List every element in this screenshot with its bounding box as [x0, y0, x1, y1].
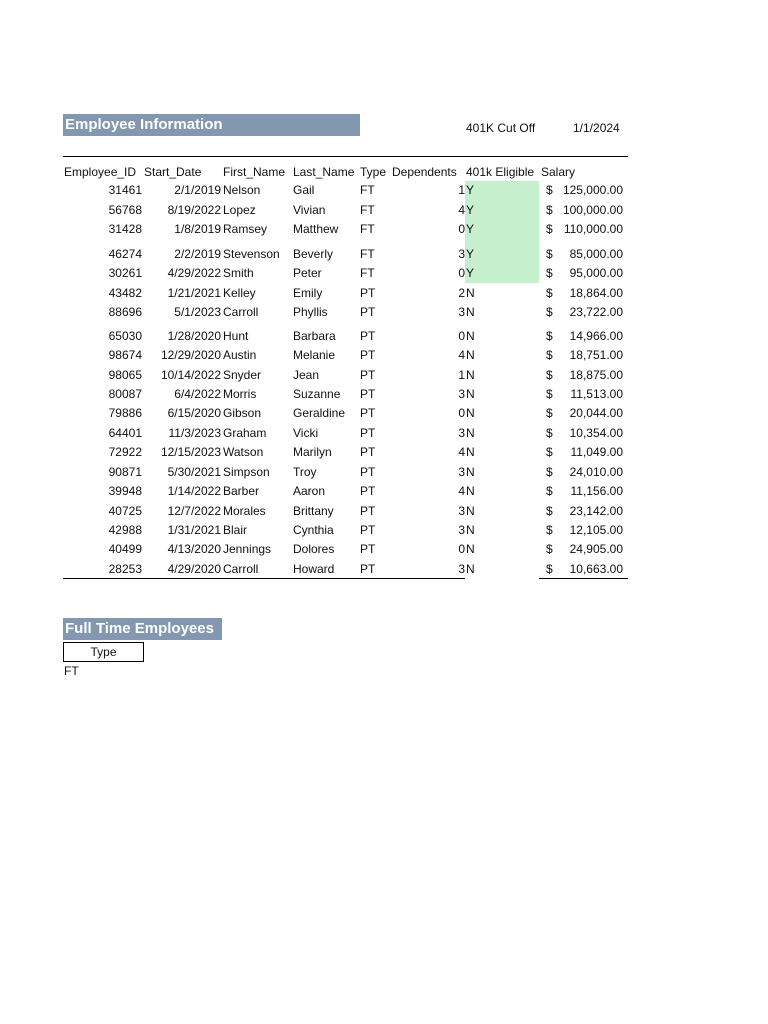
header-employee-id[interactable]: Employee_ID	[64, 165, 137, 179]
eligible-cell[interactable]: Y	[466, 222, 475, 236]
start-date-cell[interactable]: 4/29/2022	[167, 266, 221, 280]
currency-symbol: $	[546, 562, 553, 576]
currency-symbol: $	[546, 183, 553, 197]
start-date-cell[interactable]: 1/14/2022	[167, 484, 221, 498]
salary-cell[interactable]: 95,000.00	[569, 266, 623, 280]
start-date-cell[interactable]: 1/31/2021	[167, 523, 221, 537]
eligible-cell[interactable]: Y	[466, 203, 475, 217]
start-date-cell[interactable]: 4/29/2020	[167, 562, 221, 576]
bottom-border-left	[63, 578, 465, 579]
currency-symbol: $	[546, 426, 553, 440]
criteria-type-header[interactable]: Type	[63, 642, 144, 662]
salary-cell[interactable]: 11,513.00	[570, 387, 623, 401]
employee-id-cell[interactable]: 40725	[108, 504, 142, 518]
type-cell[interactable]: FT	[360, 203, 375, 217]
first-name-cell[interactable]: Gibson	[223, 406, 262, 420]
eligible-cell[interactable]: N	[466, 523, 475, 537]
dependents-cell[interactable]: 0	[458, 542, 465, 556]
last-name-cell[interactable]: Matthew	[293, 222, 339, 236]
currency-symbol: $	[546, 504, 553, 518]
dependents-cell[interactable]: 3	[458, 426, 465, 440]
eligible-cell[interactable]: N	[466, 368, 475, 382]
employee-id-cell[interactable]: 40499	[108, 542, 142, 556]
last-name-cell[interactable]: Gail	[293, 183, 315, 197]
employee-id-cell[interactable]: 72922	[108, 445, 142, 459]
type-cell[interactable]: PT	[360, 305, 376, 319]
type-cell[interactable]: FT	[360, 222, 375, 236]
header-type[interactable]: Type	[360, 165, 387, 179]
first-name-cell[interactable]: Graham	[223, 426, 267, 440]
eligible-cell[interactable]: N	[466, 387, 475, 401]
start-date-cell[interactable]: 12/15/2023	[160, 445, 221, 459]
eligible-cell[interactable]: N	[466, 286, 475, 300]
last-name-cell[interactable]: Troy	[293, 465, 317, 479]
type-cell[interactable]: FT	[360, 183, 375, 197]
last-name-cell[interactable]: Vicki	[293, 426, 319, 440]
dependents-cell[interactable]: 3	[458, 523, 465, 537]
last-name-cell[interactable]: Emily	[293, 286, 323, 300]
start-date-cell[interactable]: 1/8/2019	[174, 222, 221, 236]
currency-symbol: $	[546, 348, 553, 362]
type-cell[interactable]: PT	[360, 523, 376, 537]
eligible-cell[interactable]: N	[466, 465, 475, 479]
first-name-cell[interactable]: Morris	[223, 387, 257, 401]
first-name-cell[interactable]: Kelley	[223, 286, 256, 300]
currency-symbol: $	[546, 523, 553, 537]
first-name-cell[interactable]: Hunt	[223, 329, 249, 343]
last-name-cell[interactable]: Suzanne	[293, 387, 341, 401]
salary-cell[interactable]: 18,864.00	[569, 286, 623, 300]
salary-cell[interactable]: 23,722.00	[569, 305, 623, 319]
eligible-cell[interactable]: N	[466, 504, 475, 518]
header-dependents[interactable]: Dependents	[392, 165, 457, 179]
first-name-cell[interactable]: Snyder	[223, 368, 262, 382]
employee-id-cell[interactable]: 39948	[108, 484, 142, 498]
last-name-cell[interactable]: Barbara	[293, 329, 336, 343]
first-name-cell[interactable]: Carroll	[223, 562, 259, 576]
dependents-cell[interactable]: 3	[458, 562, 465, 576]
salary-cell[interactable]: 11,049.00	[570, 445, 623, 459]
type-cell[interactable]: PT	[360, 465, 376, 479]
first-name-cell[interactable]: Watson	[223, 445, 264, 459]
salary-cell[interactable]: 10,354.00	[569, 426, 623, 440]
salary-cell[interactable]: 24,010.00	[569, 465, 623, 479]
first-name-cell[interactable]: Stevenson	[223, 247, 280, 261]
salary-cell[interactable]: 125,000.00	[562, 183, 623, 197]
type-cell[interactable]: PT	[360, 504, 376, 518]
employee-id-cell[interactable]: 64401	[108, 426, 142, 440]
dependents-cell[interactable]: 3	[458, 465, 465, 479]
salary-cell[interactable]: 24,905.00	[569, 542, 623, 556]
currency-symbol: $	[546, 203, 553, 217]
cutoff-label: 401K Cut Off	[466, 121, 536, 135]
eligible-cell[interactable]: N	[466, 329, 475, 343]
last-name-cell[interactable]: Beverly	[293, 247, 334, 261]
salary-cell[interactable]: 18,875.00	[569, 368, 623, 382]
type-cell[interactable]: PT	[360, 286, 376, 300]
salary-cell[interactable]: 12,105.00	[569, 523, 623, 537]
type-cell[interactable]: PT	[360, 348, 376, 362]
eligible-cell[interactable]: N	[466, 348, 475, 362]
dependents-cell[interactable]: 0	[458, 222, 465, 236]
last-name-cell[interactable]: Cynthia	[293, 523, 334, 537]
dependents-cell[interactable]: 0	[458, 266, 465, 280]
eligible-cell[interactable]: N	[466, 445, 475, 459]
first-name-cell[interactable]: Carroll	[223, 305, 259, 319]
start-date-cell[interactable]: 1/21/2021	[167, 286, 221, 300]
eligible-cell[interactable]: N	[466, 484, 475, 498]
first-name-cell[interactable]: Ramsey	[223, 222, 268, 236]
start-date-cell[interactable]: 8/19/2022	[167, 203, 221, 217]
bottom-border-salary	[539, 578, 628, 579]
employee-id-cell[interactable]: 30261	[108, 266, 142, 280]
eligible-cell[interactable]: N	[466, 305, 475, 319]
salary-cell[interactable]: 23,142.00	[569, 504, 623, 518]
start-date-cell[interactable]: 1/28/2020	[167, 329, 221, 343]
last-name-cell[interactable]: Howard	[293, 562, 335, 576]
employee-id-cell[interactable]: 56768	[108, 203, 142, 217]
currency-symbol: $	[546, 542, 553, 556]
employee-id-cell[interactable]: 80087	[108, 387, 142, 401]
currency-symbol: $	[546, 368, 553, 382]
dependents-cell[interactable]: 3	[458, 247, 465, 261]
criteria-type-value[interactable]: FT	[64, 664, 79, 678]
header-first-name[interactable]: First_Name	[223, 165, 286, 179]
first-name-cell[interactable]: Lopez	[223, 203, 256, 217]
currency-symbol: $	[546, 286, 553, 300]
dependents-cell[interactable]: 3	[458, 305, 465, 319]
eligible-cell[interactable]: Y	[466, 266, 475, 280]
first-name-cell[interactable]: Austin	[223, 348, 257, 362]
eligible-cell[interactable]: Y	[466, 247, 475, 261]
currency-symbol: $	[546, 266, 553, 280]
employee-id-cell[interactable]: 46274	[108, 247, 142, 261]
last-name-cell[interactable]: Vivian	[293, 203, 326, 217]
salary-cell[interactable]: 85,000.00	[569, 247, 623, 261]
salary-cell[interactable]: 20,044.00	[569, 406, 623, 420]
start-date-cell[interactable]: 4/13/2020	[167, 542, 221, 556]
dependents-cell[interactable]: 0	[458, 406, 465, 420]
currency-symbol: $	[546, 222, 553, 236]
first-name-cell[interactable]: Jennings	[223, 542, 272, 556]
last-name-cell[interactable]: Dolores	[293, 542, 335, 556]
employee-id-cell[interactable]: 79886	[108, 406, 142, 420]
type-cell[interactable]: PT	[360, 406, 376, 420]
eligible-cell[interactable]: N	[466, 542, 475, 556]
employee-id-cell[interactable]: 42988	[108, 523, 142, 537]
currency-symbol: $	[546, 406, 553, 420]
last-name-cell[interactable]: Melanie	[293, 348, 336, 362]
dependents-cell[interactable]: 1	[458, 183, 465, 197]
salary-cell[interactable]: 18,751.00	[569, 348, 623, 362]
start-date-cell[interactable]: 5/30/2021	[167, 465, 221, 479]
start-date-cell[interactable]: 12/7/2022	[167, 504, 221, 518]
dependents-cell[interactable]: 4	[458, 484, 465, 498]
dependents-cell[interactable]: 2	[458, 286, 465, 300]
dependents-cell[interactable]: 4	[458, 445, 465, 459]
type-cell[interactable]: PT	[360, 562, 376, 576]
eligible-highlight	[465, 181, 539, 283]
start-date-cell[interactable]: 2/1/2019	[174, 183, 221, 197]
last-name-cell[interactable]: Aaron	[293, 484, 326, 498]
dependents-cell[interactable]: 4	[458, 348, 465, 362]
start-date-cell[interactable]: 6/15/2020	[167, 406, 221, 420]
cutoff-date: 1/1/2024	[573, 121, 620, 135]
first-name-cell[interactable]: Smith	[223, 266, 254, 280]
eligible-cell[interactable]: Y	[466, 183, 475, 197]
type-cell[interactable]: PT	[360, 329, 376, 343]
first-name-cell[interactable]: Barber	[223, 484, 260, 498]
currency-symbol: $	[546, 387, 553, 401]
start-date-cell[interactable]: 5/1/2023	[174, 305, 221, 319]
type-cell[interactable]: PT	[360, 368, 376, 382]
header-last-name[interactable]: Last_Name	[293, 165, 355, 179]
start-date-cell[interactable]: 11/3/2023	[168, 426, 221, 440]
dependents-cell[interactable]: 4	[458, 203, 465, 217]
section-title-employee-information: Employee Information	[63, 114, 360, 136]
employee-id-cell[interactable]: 31428	[108, 222, 142, 236]
currency-symbol: $	[546, 305, 553, 319]
salary-cell[interactable]: 10,663.00	[569, 562, 623, 576]
eligible-cell[interactable]: N	[466, 406, 475, 420]
salary-cell[interactable]: 11,156.00	[570, 484, 623, 498]
first-name-cell[interactable]: Nelson	[223, 183, 261, 197]
dependents-cell[interactable]: 3	[458, 504, 465, 518]
currency-symbol: $	[546, 247, 553, 261]
last-name-cell[interactable]: Jean	[293, 368, 320, 382]
currency-symbol: $	[546, 465, 553, 479]
type-cell[interactable]: FT	[360, 266, 375, 280]
employee-id-cell[interactable]: 31461	[108, 183, 142, 197]
employee-id-cell[interactable]: 98674	[108, 348, 142, 362]
type-cell[interactable]: FT	[360, 247, 375, 261]
employee-id-cell[interactable]: 65030	[108, 329, 142, 343]
salary-cell[interactable]: 110,000.00	[563, 222, 623, 236]
employee-id-cell[interactable]: 28253	[108, 562, 142, 576]
dependents-cell[interactable]: 3	[458, 387, 465, 401]
employee-id-cell[interactable]: 90871	[108, 465, 142, 479]
start-date-cell[interactable]: 12/29/2020	[160, 348, 221, 362]
salary-cell[interactable]: 100,000.00	[562, 203, 623, 217]
header-salary[interactable]: Salary	[541, 165, 576, 179]
currency-symbol: $	[546, 329, 553, 343]
dependents-cell[interactable]: 0	[458, 329, 465, 343]
type-cell[interactable]: PT	[360, 387, 376, 401]
type-cell[interactable]: PT	[360, 484, 376, 498]
last-name-cell[interactable]: Peter	[293, 266, 322, 280]
type-cell[interactable]: PT	[360, 426, 376, 440]
section-title-full-time: Full Time Employees	[63, 618, 222, 640]
salary-cell[interactable]: 14,966.00	[569, 329, 623, 343]
first-name-cell[interactable]: Simpson	[223, 465, 270, 479]
type-cell[interactable]: PT	[360, 445, 376, 459]
employee-id-cell[interactable]: 88696	[108, 305, 142, 319]
start-date-cell[interactable]: 2/2/2019	[174, 247, 221, 261]
dependents-cell[interactable]: 1	[458, 368, 465, 382]
first-name-cell[interactable]: Morales	[223, 504, 266, 518]
start-date-cell[interactable]: 10/14/2022	[160, 368, 221, 382]
first-name-cell[interactable]: Blair	[223, 523, 248, 537]
last-name-cell[interactable]: Phyllis	[293, 305, 328, 319]
start-date-cell[interactable]: 6/4/2022	[174, 387, 221, 401]
header-top-border	[63, 156, 628, 157]
eligible-cell[interactable]: N	[466, 562, 475, 576]
last-name-cell[interactable]: Brittany	[293, 504, 334, 518]
type-cell[interactable]: PT	[360, 542, 376, 556]
eligible-cell[interactable]: N	[466, 426, 475, 440]
last-name-cell[interactable]: Geraldine	[293, 406, 346, 420]
employee-id-cell[interactable]: 43482	[108, 286, 142, 300]
last-name-cell[interactable]: Marilyn	[293, 445, 332, 459]
currency-symbol: $	[546, 484, 553, 498]
currency-symbol: $	[546, 445, 553, 459]
header-start-date[interactable]: Start_Date	[144, 165, 202, 179]
employee-id-cell[interactable]: 98065	[108, 368, 142, 382]
header-401k-eligible[interactable]: 401k Eligible	[466, 165, 535, 179]
